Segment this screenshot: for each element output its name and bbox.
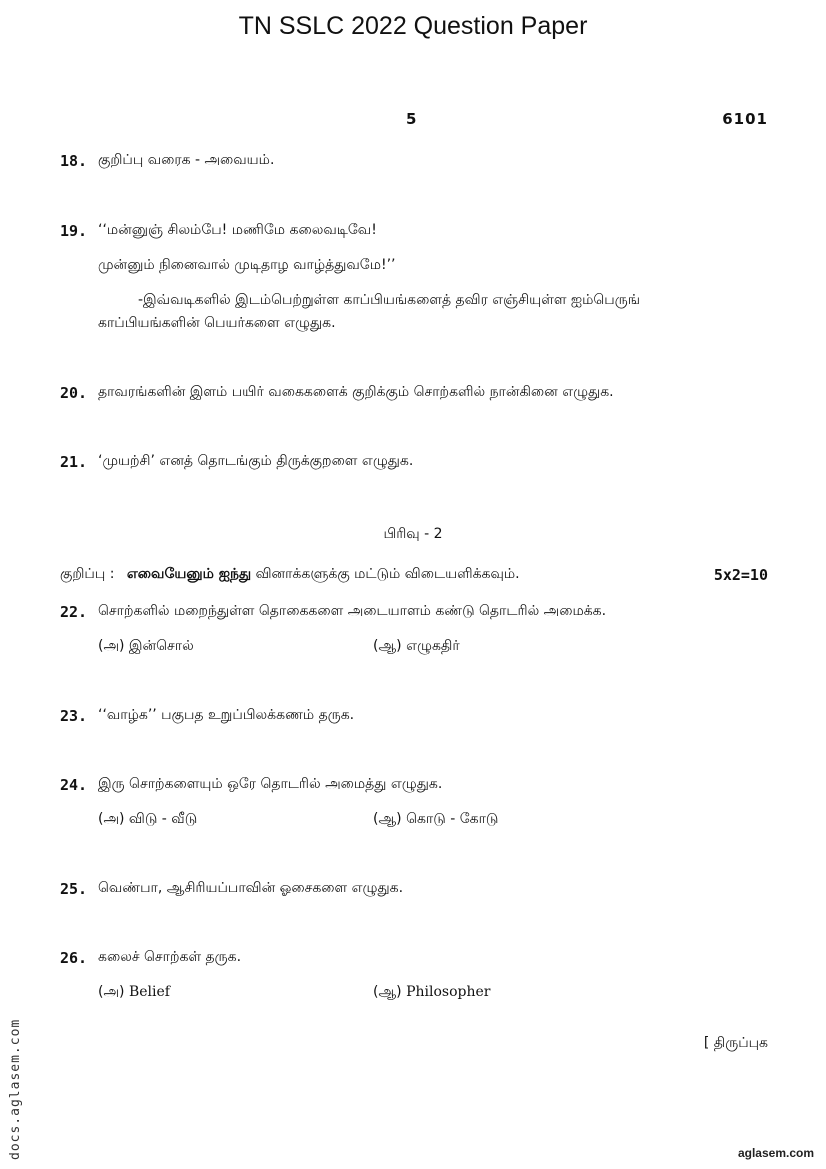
question-number: 21. <box>60 453 88 471</box>
question-text: -இவ்வடிகளில் இடம்பெற்றுள்ள காப்பியங்களைத் தவிர எஞ்சியுள்ள ஐம்பெருங் <box>138 292 640 308</box>
question-text: தாவரங்களின் இளம் பயிர் வகைகளைக் குறிக்கும் சொற்களில் நான்கினை எழுதுக. <box>98 384 614 400</box>
poem-line: முன்னும் நினைவால் முடிதாழ வாழ்த்துவமே!’’ <box>98 257 396 273</box>
option-b: (ஆ) எழுகதிர் <box>373 638 460 654</box>
section-title: பிரிவு - 2 <box>383 526 443 542</box>
question-text: ‘‘வாழ்க’’ பகுபத உறுப்பிலக்கணம் தருக. <box>98 707 355 723</box>
question-number: 25. <box>60 880 88 898</box>
question-text: வெண்பா, ஆசிரியப்பாவின் ஓசைகளை எழுதுக. <box>98 880 404 896</box>
question-number: 24. <box>60 776 88 794</box>
question-number: 26. <box>60 949 88 967</box>
option-a: (அ) இன்சொல் <box>98 638 194 654</box>
page-number: 5 <box>406 110 418 128</box>
option-b <box>373 984 490 1002</box>
paper-code: 6101 <box>722 110 768 128</box>
turn-over-note: [ திருப்புக <box>703 1035 768 1051</box>
note-text: வினாக்களுக்கு மட்டும் விடையளிக்கவும். <box>255 566 520 582</box>
question-text: குறிப்பு வரைக - அவையம். <box>98 152 275 168</box>
poem-line: ‘‘மன்னுஞ் சிலம்பே! மணிமே கலைவடிவே! <box>98 222 377 238</box>
question-number: 19. <box>60 222 88 240</box>
question-number: 22. <box>60 603 88 621</box>
note-emphasis: எவையேனும் ஐந்து <box>126 566 252 582</box>
question-text: ‘முயற்சி’ எனத் தொடங்கும் திருக்குறளை எழுதுக. <box>98 453 414 469</box>
section-marks: 5x2=10 <box>713 566 768 584</box>
question-number: 18. <box>60 152 88 170</box>
question-text: காப்பியங்களின் பெயர்களை எழுதுக. <box>98 315 336 331</box>
option-b-prefix: (ஆ) <box>373 984 402 1000</box>
question-number: 20. <box>60 384 88 402</box>
option-a-word: Belief <box>128 984 170 1000</box>
question-text: கலைச் சொற்கள் தருக. <box>98 949 242 965</box>
option-a-prefix: (அ) <box>98 984 125 1000</box>
question-number: 23. <box>60 707 88 725</box>
corner-watermark: aglasem.com <box>737 1146 814 1160</box>
side-watermark: docs.aglasem.com <box>8 1018 23 1160</box>
option-a <box>98 984 170 1002</box>
question-text: இரு சொற்களையும் ஒரே தொடரில் அமைத்து எழுதுக. <box>98 776 443 792</box>
note-label: குறிப்பு : <box>60 566 115 582</box>
option-b: (ஆ) கொடு - கோடு <box>373 811 499 827</box>
page-title: TN SSLC 2022 Question Paper <box>238 12 588 40</box>
question-text: சொற்களில் மறைந்துள்ள தொகைகளை அடையாளம் கண்டு தொடரில் அமைக்க. <box>98 603 607 619</box>
section-note <box>60 566 520 584</box>
option-b-word: Philosopher <box>406 984 491 1000</box>
option-a: (அ) விடு - வீடு <box>98 811 198 827</box>
